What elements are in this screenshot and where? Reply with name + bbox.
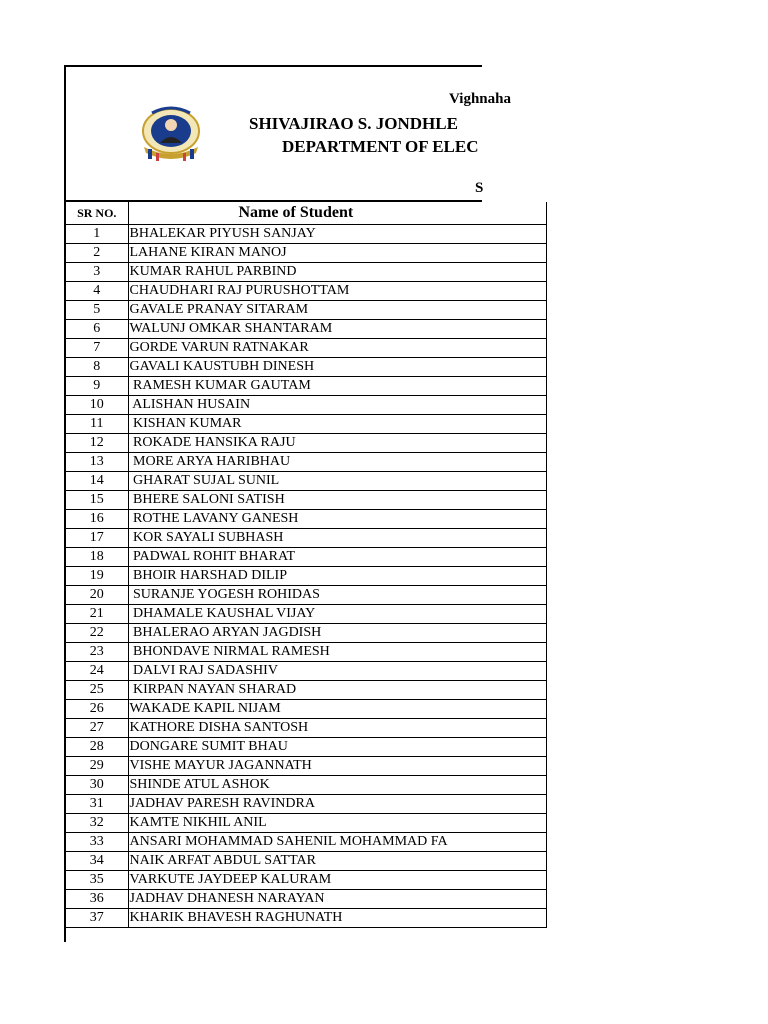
student-name-cell: BHALEKAR PIYUSH SANJAY	[128, 225, 546, 244]
sr-no-cell: 12	[66, 434, 128, 453]
table-row	[66, 833, 546, 852]
table-row	[66, 491, 546, 510]
student-name-cell: GAVALE PRANAY SITARAM	[128, 301, 546, 320]
student-name-cell: VARKUTE JAYDEEP KALURAM	[128, 871, 546, 890]
student-name-cell: PADWAL ROHIT BHARAT	[128, 548, 546, 567]
sr-no-cell: 30	[66, 776, 128, 795]
sr-no-cell: 6	[66, 320, 128, 339]
student-table	[66, 202, 547, 928]
table-header-row	[66, 202, 546, 225]
sr-no-cell: 37	[66, 909, 128, 928]
table-row	[66, 529, 546, 548]
table-row	[66, 225, 546, 244]
table-row	[66, 510, 546, 529]
table-row	[66, 282, 546, 301]
table-row	[66, 909, 546, 928]
sr-no-header: SR NO.	[66, 202, 128, 225]
sr-no-cell: 14	[66, 472, 128, 491]
student-name-cell: ROKADE HANSIKA RAJU	[128, 434, 546, 453]
student-name-cell: KAMTE NIKHIL ANIL	[128, 814, 546, 833]
table-row	[66, 377, 546, 396]
sr-no-cell: 16	[66, 510, 128, 529]
student-name-cell: KISHAN KUMAR	[128, 415, 546, 434]
sr-no-cell: 26	[66, 700, 128, 719]
sr-no-cell: 24	[66, 662, 128, 681]
sr-no-cell: 18	[66, 548, 128, 567]
student-name-cell: RAMESH KUMAR GAUTAM	[128, 377, 546, 396]
table-row	[66, 738, 546, 757]
student-name-cell: ANSARI MOHAMMAD SAHENIL MOHAMMAD FA	[128, 833, 546, 852]
table-row	[66, 643, 546, 662]
table-row	[66, 681, 546, 700]
table-row	[66, 605, 546, 624]
table-row	[66, 700, 546, 719]
student-name-cell: DONGARE SUMIT BHAU	[128, 738, 546, 757]
table-row	[66, 434, 546, 453]
student-name-cell: VISHE MAYUR JAGANNATH	[128, 757, 546, 776]
table-row	[66, 852, 546, 871]
table-row	[66, 358, 546, 377]
table-row	[66, 757, 546, 776]
sr-no-cell: 15	[66, 491, 128, 510]
student-name-cell: GORDE VARUN RATNAKAR	[128, 339, 546, 358]
sr-no-cell: 32	[66, 814, 128, 833]
table-row	[66, 453, 546, 472]
sr-no-cell: 8	[66, 358, 128, 377]
sr-no-cell: 28	[66, 738, 128, 757]
student-name-cell: JADHAV PARESH RAVINDRA	[128, 795, 546, 814]
student-name-cell: LAHANE KIRAN MANOJ	[128, 244, 546, 263]
sr-no-cell: 33	[66, 833, 128, 852]
list-subtitle: S	[475, 180, 484, 196]
student-name-cell: ROTHE LAVANY GANESH	[128, 510, 546, 529]
table-row	[66, 890, 546, 909]
sr-no-cell: 3	[66, 263, 128, 282]
student-name-cell: BHERE SALONI SATISH	[128, 491, 546, 510]
sr-no-cell: 13	[66, 453, 128, 472]
student-name-cell: SHINDE ATUL ASHOK	[128, 776, 546, 795]
sr-no-cell: 21	[66, 605, 128, 624]
table-row	[66, 776, 546, 795]
student-name-cell: KHARIK BHAVESH RAGHUNATH	[128, 909, 546, 928]
sr-no-cell: 10	[66, 396, 128, 415]
table-row	[66, 719, 546, 738]
sr-no-cell: 35	[66, 871, 128, 890]
table-row	[66, 795, 546, 814]
sr-no-cell: 19	[66, 567, 128, 586]
student-name-cell: GAVALI KAUSTUBH DINESH	[128, 358, 546, 377]
table-row	[66, 548, 546, 567]
table-row	[66, 415, 546, 434]
student-name-cell: BHONDAVE NIRMAL RAMESH	[128, 643, 546, 662]
sr-no-cell: 2	[66, 244, 128, 263]
student-name-cell: DHAMALE KAUSHAL VIJAY	[128, 605, 546, 624]
table-row	[66, 396, 546, 415]
student-name-cell: ALISHAN HUSAIN	[128, 396, 546, 415]
sr-no-cell: 11	[66, 415, 128, 434]
student-name-cell: KOR SAYALI SUBHASH	[128, 529, 546, 548]
table-row	[66, 472, 546, 491]
student-name-cell: SURANJE YOGESH ROHIDAS	[128, 586, 546, 605]
table-row	[66, 814, 546, 833]
student-name-cell: CHAUDHARI RAJ PURUSHOTTAM	[128, 282, 546, 301]
student-name-cell: DALVI RAJ SADASHIV	[128, 662, 546, 681]
table-row	[66, 244, 546, 263]
student-name-cell: KUMAR RAHUL PARBIND	[128, 263, 546, 282]
table-row	[66, 871, 546, 890]
sr-no-cell: 17	[66, 529, 128, 548]
institute-trust-name: Vighnaha	[449, 91, 511, 107]
sr-no-cell: 23	[66, 643, 128, 662]
sr-no-cell: 22	[66, 624, 128, 643]
student-name-cell: KIRPAN NAYAN SHARAD	[128, 681, 546, 700]
sr-no-cell: 31	[66, 795, 128, 814]
sr-no-cell: 36	[66, 890, 128, 909]
sr-no-cell: 25	[66, 681, 128, 700]
student-name-header: Name of Student	[128, 202, 546, 225]
student-name-cell: GHARAT SUJAL SUNIL	[128, 472, 546, 491]
table-row	[66, 567, 546, 586]
sr-no-cell: 7	[66, 339, 128, 358]
sr-no-cell: 4	[66, 282, 128, 301]
table-row	[66, 339, 546, 358]
sr-no-cell: 1	[66, 225, 128, 244]
student-list-sheet	[64, 65, 511, 942]
sr-no-cell: 9	[66, 377, 128, 396]
table-row	[66, 301, 546, 320]
table-row	[66, 320, 546, 339]
student-name-cell: KATHORE DISHA SANTOSH	[128, 719, 546, 738]
document-header	[66, 67, 511, 202]
student-name-cell: BHALERAO ARYAN JAGDISH	[128, 624, 546, 643]
sr-no-cell: 20	[66, 586, 128, 605]
sr-no-cell: 5	[66, 301, 128, 320]
student-name-cell: WAKADE KAPIL NIJAM	[128, 700, 546, 719]
student-name-cell: WALUNJ OMKAR SHANTARAM	[128, 320, 546, 339]
sr-no-cell: 27	[66, 719, 128, 738]
student-name-cell: BHOIR HARSHAD DILIP	[128, 567, 546, 586]
table-row	[66, 263, 546, 282]
college-crest-logo-icon	[138, 103, 204, 165]
department-name: DEPARTMENT OF ELEC	[282, 137, 479, 156]
student-name-cell: NAIK ARFAT ABDUL SATTAR	[128, 852, 546, 871]
sr-no-cell: 34	[66, 852, 128, 871]
sr-no-cell: 29	[66, 757, 128, 776]
student-name-cell: MORE ARYA HARIBHAU	[128, 453, 546, 472]
student-name-cell: JADHAV DHANESH NARAYAN	[128, 890, 546, 909]
college-name: SHIVAJIRAO S. JONDHLE	[249, 114, 458, 133]
table-row	[66, 624, 546, 643]
table-row	[66, 662, 546, 681]
table-row	[66, 586, 546, 605]
